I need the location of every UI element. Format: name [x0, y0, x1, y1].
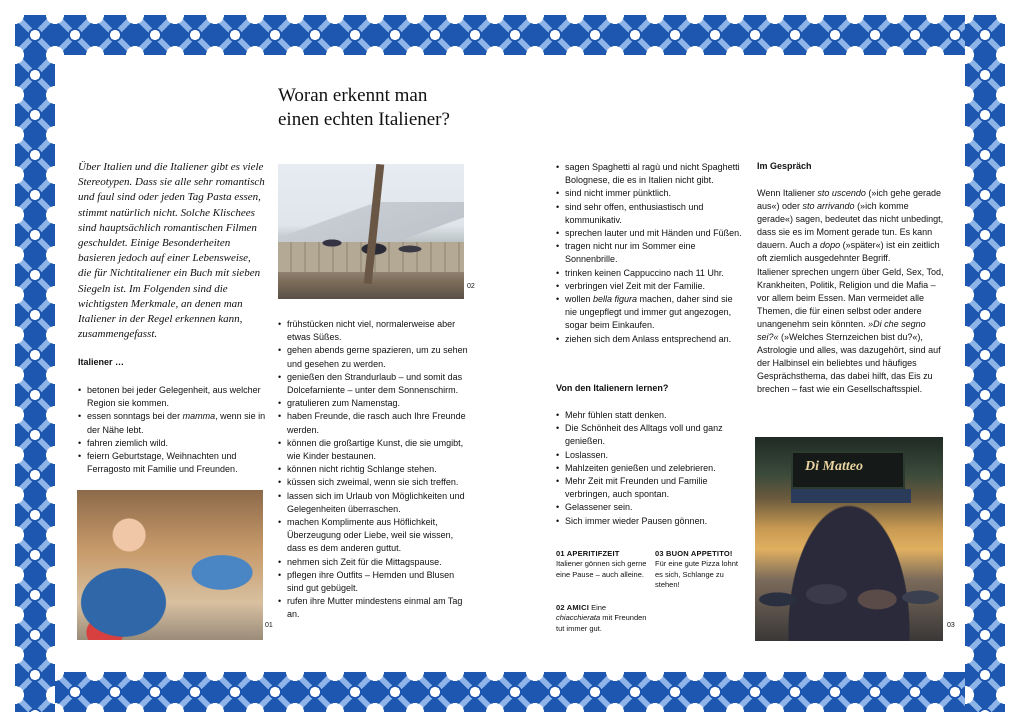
list-item: • ziehen sich dem Anlass entsprechend an. [556, 333, 746, 346]
list-item: • können die großartige Kunst, die sie umgibt, wie Kinder bestaunen. [278, 437, 468, 463]
photo-number-01: 01 [265, 622, 273, 629]
list-item: • sind nicht immer pünktlich. [556, 187, 746, 200]
gespraech-p2-a: Italiener sprechen ungern über Geld, Sex, Tod, Krankheiten, Politik, Religion und die Mafia – vor allem beim Essen. Man vermeidet alle Themen, die für einen selbst oder andere unangenehm sein könnten. [757, 266, 944, 329]
queue-crowd [755, 537, 943, 641]
tile-border-top [15, 15, 1005, 55]
gespraech-p2-b: (»Welches Sternzeichen bist du?«), Astrologie und alles, was dazugehört, sind auf der Halbinsel ein beliebtes und häufiges Gesprächsthema, das dabei hilft, das Eis zu brechen – fast wie ein Gesellschaftsspiel. [757, 332, 941, 395]
photo-pizzeria-queue [755, 437, 943, 641]
col3-list [556, 161, 746, 346]
photo-old-men-bench [278, 164, 464, 299]
list-item: • machen Komplimente aus Höflichkeit, Überzeugung oder Liebe, weil sie wissen, dass es dem anderen guttut. [278, 516, 468, 556]
list-item: • trinken keinen Cappuccino nach 11 Uhr. [556, 267, 746, 280]
list-item: • verbringen viel Zeit mit der Familie. [556, 280, 746, 293]
list-item: • haben Freunde, die rasch auch Ihre Freunde werden. [278, 410, 468, 436]
list-item: • frühstücken nicht viel, normalerweise aber etwas Süßes. [278, 318, 468, 344]
lernen-list [556, 409, 746, 528]
list-item: • rufen ihre Mutter mindestens einmal am Tag an. [278, 595, 468, 621]
caption-03-title: 03 BUON APPETITO! [655, 549, 733, 558]
italiener-heading: Italiener … [78, 357, 125, 367]
list-item: • Gelassener sein. [556, 501, 746, 514]
pizzeria-sign-text: Di Matteo [805, 459, 863, 474]
list-item: • sind sehr offen, enthusiastisch und kommunikativ. [556, 201, 746, 227]
caption-02-text-b: mit Freunden tut immer gut. [556, 613, 647, 633]
list-item: • fahren ziemlich wild. [78, 437, 266, 450]
pizzeria-awning [791, 489, 911, 503]
caption-02 [556, 603, 648, 634]
caption-01 [556, 549, 648, 580]
tile-border-left [15, 15, 55, 712]
gespraech-p1-c: (»ich komme gerade«) sagen, bedeutet das nicht unbedingt, dass sie es im Moment gerade tun. Es kann dauern. Auch [757, 201, 944, 251]
list-item: • genießen den Strandurlaub – und somit das Dolcefarniente – unter dem Sonnenschirm. [278, 371, 468, 397]
intro-text: Über Italien und die Italiener gibt es viele Stereotypen. Dass sie alle sehr romantisch und faul sind oder jeden Tag Pasta essen, stimmt natürlich nicht. Solche Klischees sind hauptsächlich romantischen Filmen geschuldet. Einige Besonderheiten basieren jedoch auf einer Lebensweise, die für Nichtitaliener ein Buch mit sieben Siegeln ist. Im Folgenden sind die wichtigsten Merkmale, an denen man Italiener in der Regel erkennen kann, zusammengefasst. [78, 161, 265, 341]
gespraech-text [757, 187, 945, 397]
col2-list [278, 318, 468, 622]
list-item: • gratulieren zum Namenstag. [278, 397, 468, 410]
tile-border-bottom [15, 672, 1005, 712]
list-item: • nehmen sich Zeit für die Mittagspause. [278, 556, 468, 569]
caption-02-text-a: Eine [589, 603, 607, 612]
gespraech-p1-em3: a dopo [812, 240, 841, 251]
list-item: • betonen bei jeder Gelegenheit, aus welcher Region sie kommen. [78, 384, 266, 410]
list-item: • küssen sich zweimal, wenn sie sich treffen. [278, 476, 468, 489]
col1-list [78, 384, 266, 476]
title-line-2: einen echten Italiener? [278, 109, 450, 130]
lernen-heading: Von den Italienern lernen? [556, 383, 669, 393]
list-item: • tragen nicht nur im Sommer eine Sonnenbrille. [556, 240, 746, 266]
gespraech-p1-b: (»ich gehe gerade aus«) oder [757, 188, 941, 212]
title-line-1: Woran erkennt man [278, 85, 428, 106]
list-item: • sprechen lauter und mit Händen und Füßen. [556, 227, 746, 240]
list-item: • lassen sich im Urlaub von Möglichkeiten und Gelegenheiten überraschen. [278, 490, 468, 516]
gespraech-p1-em1: sto uscendo [817, 188, 866, 198]
list-item: • Mehr fühlen statt denken. [556, 409, 746, 422]
caption-03-text: Für eine gute Pizza lohnt es sich, Schlange zu stehen! [655, 559, 738, 590]
gespraech-p2-em: »Di che segno sei?« [757, 318, 926, 343]
gespraech-p1-a: Wenn Italiener [757, 188, 818, 198]
list-item: • können nicht richtig Schlange stehen. [278, 463, 468, 476]
list-item: • essen sonntags bei der mamma, wenn sie in der Nähe lebt. [78, 410, 266, 436]
caption-02-text-em: chiacchierata [556, 613, 601, 623]
page-title [278, 84, 538, 132]
caption-02-title: 02 AMICI [556, 603, 589, 612]
list-item: • sagen Spaghetti al ragù und nicht Spaghetti Bolognese, die es in Italien nicht gibt. [556, 161, 746, 187]
list-item: • Die Schönheit des Alltags voll und ganz genießen. [556, 422, 746, 448]
list-item: • wollen bella figura machen, daher sind sie nie ungepflegt und immer gut angezogen, sogar beim Einkaufen. [556, 293, 746, 333]
gespraech-p1-em2: sto arrivando [802, 201, 855, 212]
gespraech-p1-d: (»später«) ist ein zeitlich oft ziemlich ausgedehnter Begriff. [757, 240, 940, 264]
gespraech-heading: Im Gespräch [757, 161, 812, 171]
photo-number-02: 02 [467, 283, 475, 290]
tile-border-right [965, 15, 1005, 712]
list-item: • pflegen ihre Outfits – Hemden und Blusen sind gut gebügelt. [278, 569, 468, 595]
list-item: • Mehr Zeit mit Freunden und Familie verbringen, auch spontan. [556, 475, 746, 501]
list-item: • Loslassen. [556, 449, 746, 462]
list-item: • gehen abends gerne spazieren, um zu sehen und gesehen zu werden. [278, 344, 468, 370]
photo-aperitif-woman-vespa [77, 490, 263, 640]
photo-number-03: 03 [947, 622, 955, 629]
list-item: • Sich immer wieder Pausen gönnen. [556, 515, 746, 528]
list-item: • feiern Geburtstage, Weihnachten und Ferragosto mit Familie und Freunden. [78, 450, 266, 476]
caption-03 [655, 549, 747, 591]
caption-01-title: 01 APERITIFZEIT [556, 549, 620, 558]
caption-01-text: Italiener gönnen sich gerne eine Pause – auch alleine. [556, 559, 647, 579]
list-item: • Mahlzeiten genießen und zelebrieren. [556, 462, 746, 475]
